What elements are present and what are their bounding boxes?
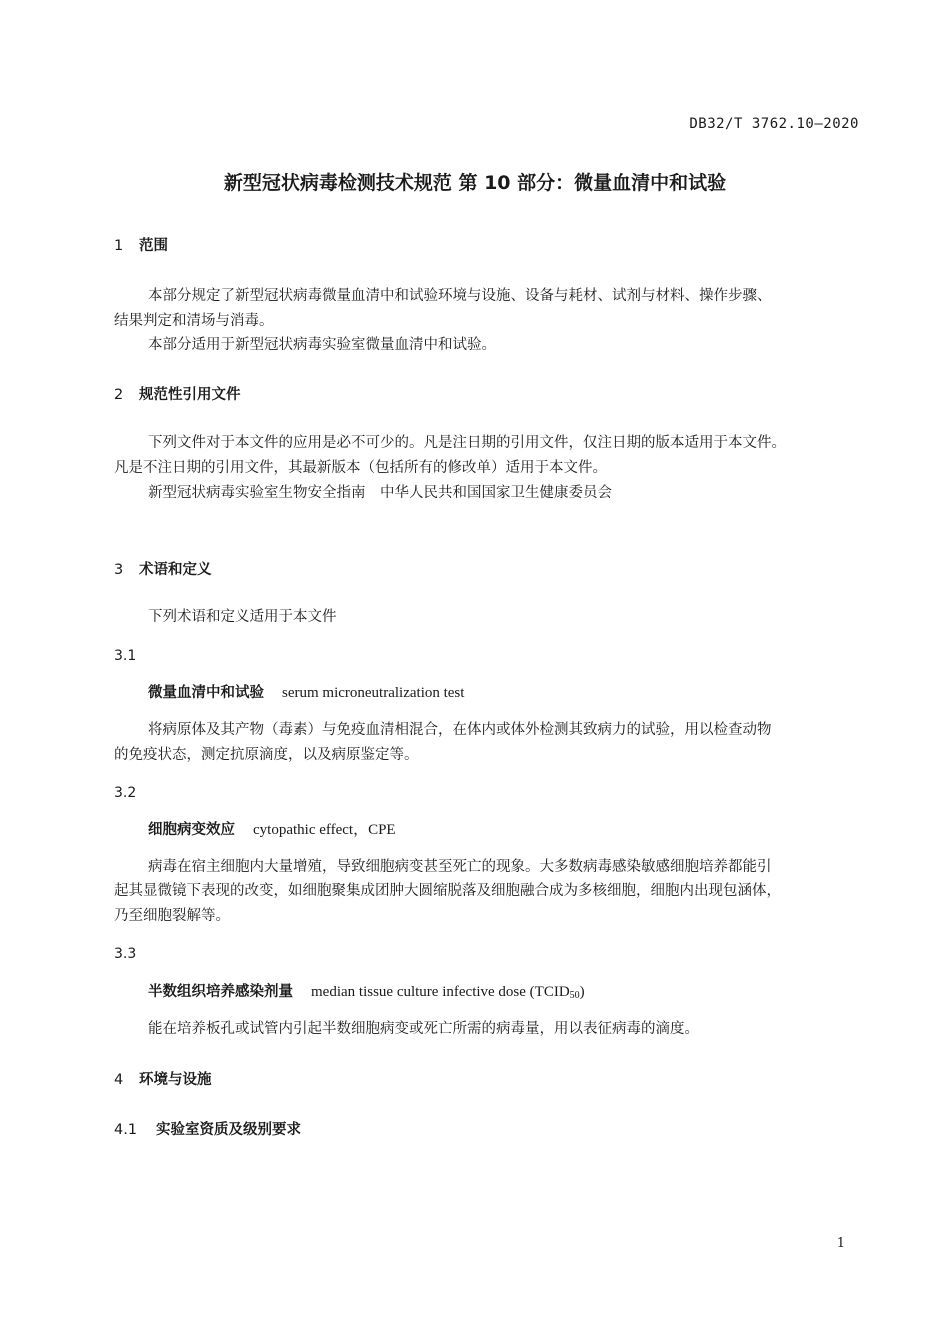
section-3-heading — [114, 558, 212, 579]
paragraph-line: 凡是不注日期的引用文件，其最新版本（包括所有的修改单）适用于本文件。 — [114, 460, 607, 476]
subsection-number: 4.1 — [114, 1122, 138, 1138]
term-english: serum microneutralization test — [282, 685, 465, 701]
term-english — [311, 984, 585, 1000]
definition-line: 乃至细胞裂解等。 — [114, 908, 230, 924]
definition-line: 能在培养板孔或试管内引起半数细胞病变或死亡所需的病毒量，用以表征病毒的滴度。 — [148, 1021, 699, 1037]
clause-number: 3.1 — [114, 648, 137, 664]
term-entry — [148, 979, 585, 1009]
page-number: 1 — [836, 1236, 845, 1251]
paragraph-line: 结果判定和清场与消毒。 — [114, 313, 274, 329]
subsection-4-1-heading — [114, 1118, 301, 1139]
term-chinese: 半数组织培养感染剂量 — [148, 984, 293, 1000]
term-english-main: median tissue culture infective dose (TCID — [311, 984, 570, 1000]
section-2-heading — [114, 383, 241, 404]
paragraph-line: 本部分适用于新型冠状病毒实验室微量血清中和试验。 — [148, 337, 496, 353]
section-title: 规范性引用文件 — [139, 387, 241, 403]
section-title: 环境与设施 — [139, 1072, 212, 1088]
term-entry — [148, 680, 464, 706]
clause-number: 3.3 — [114, 946, 137, 962]
section-number: 3 — [114, 562, 124, 578]
section-number: 1 — [114, 238, 124, 254]
section-number: 4 — [114, 1072, 124, 1088]
term-entry — [148, 817, 396, 843]
definition-line: 病毒在宿主细胞内大量增殖，导致细胞病变甚至死亡的现象。大多数病毒感染敏感细胞培养都能引 — [148, 859, 772, 875]
clause-number: 3.2 — [114, 785, 137, 801]
section-title: 范围 — [139, 238, 168, 254]
section-number: 2 — [114, 387, 124, 403]
term-chinese: 细胞病变效应 — [148, 822, 235, 838]
term-subscript: 50 — [569, 990, 580, 1001]
paragraph-line: 下列文件对于本文件的应用是必不可少的。凡是注日期的引用文件，仅注日期的版本适用于本文件。 — [148, 435, 786, 451]
section-1-heading — [114, 234, 168, 255]
term-english: cytopathic effect，CPE — [253, 822, 396, 838]
subsection-title: 实验室资质及级别要求 — [156, 1122, 301, 1138]
paragraph-line: 本部分规定了新型冠状病毒微量血清中和试验环境与设施、设备与耗材、试剂与材料、操作步骤、 — [148, 288, 772, 304]
term-chinese: 微量血清中和试验 — [148, 685, 264, 701]
section-title: 术语和定义 — [139, 562, 212, 578]
definition-line: 将病原体及其产物（毒素）与免疫血清相混合，在体内或体外检测其致病力的试验，用以检查动物 — [148, 722, 772, 738]
term-english-close: ) — [579, 984, 585, 1000]
document-title: 新型冠状病毒检测技术规范 第 10 部分：微量血清中和试验 — [223, 172, 727, 194]
definition-line: 起其显微镜下表现的改变，如细胞聚集成团肿大圆缩脱落及细胞融合成为多核细胞，细胞内出现包涵体， — [114, 883, 781, 899]
reference-entry: 新型冠状病毒实验室生物安全指南 中华人民共和国国家卫生健康委员会 — [148, 485, 612, 501]
paragraph-line: 下列术语和定义适用于本文件 — [148, 609, 337, 625]
definition-line: 的免疫状态，测定抗原滴度，以及病原鉴定等。 — [114, 747, 419, 763]
document-code: DB32/T 3762.10—2020 — [689, 116, 859, 132]
section-4-heading — [114, 1068, 212, 1089]
